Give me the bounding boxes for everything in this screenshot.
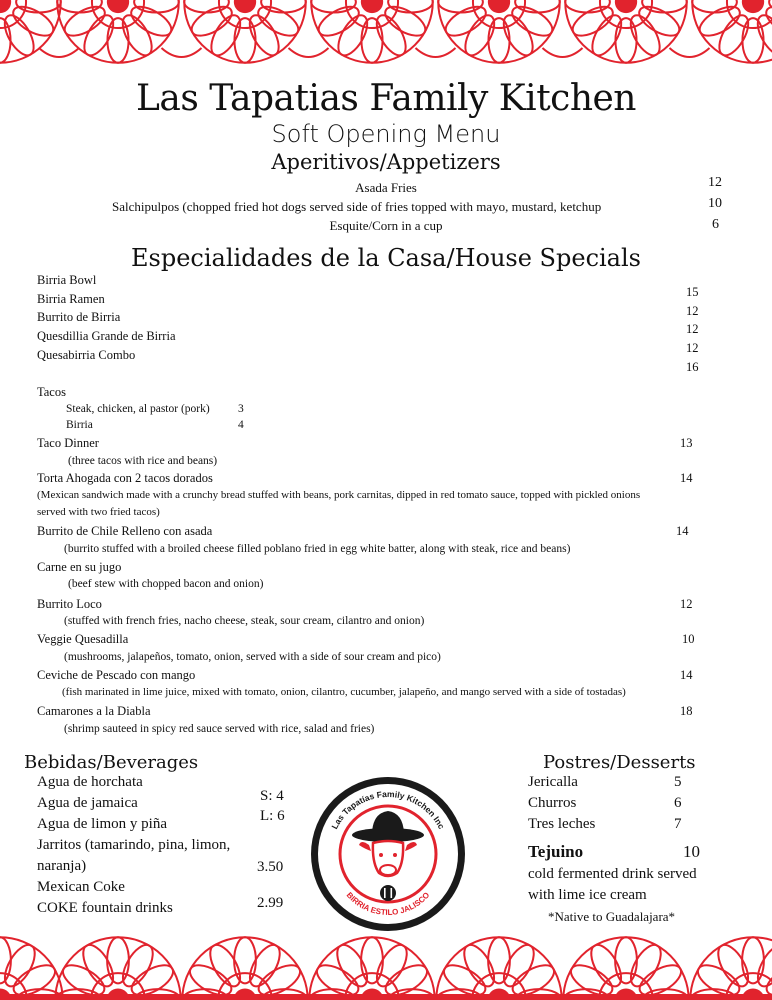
special-price: 18 bbox=[680, 704, 693, 718]
dessert-item: Jericalla bbox=[528, 774, 578, 790]
special-item: Birria Bowl bbox=[37, 273, 97, 287]
special-price: 16 bbox=[686, 360, 699, 374]
special-description: (mushrooms, jalapeños, tomato, onion, served with a side of sour cream and pico) bbox=[64, 651, 441, 663]
top-mandala-border bbox=[0, 0, 772, 68]
beverage-price: 3.50 bbox=[257, 859, 284, 875]
beverage-item: Mexican Coke bbox=[37, 879, 125, 895]
beverage-item: Agua de horchata bbox=[37, 774, 143, 790]
special-description: served with two fried tacos) bbox=[37, 506, 160, 518]
special-price: 15 bbox=[686, 285, 699, 299]
special-item: Carne en su jugo bbox=[37, 560, 122, 574]
logo-ring-text-top: Las Tapatías Family Kitchen Inc bbox=[329, 788, 447, 831]
tejuino-price: 10 bbox=[683, 842, 700, 861]
beverages-heading: Bebidas/Beverages bbox=[24, 752, 199, 773]
tacos-line: Steak, chicken, al pastor (pork) bbox=[66, 403, 210, 415]
mandala-ornament bbox=[690, 937, 772, 1000]
tejuino-description: cold fermented drink served bbox=[528, 866, 697, 882]
special-item: Quesabirria Combo bbox=[37, 348, 136, 362]
special-item: Ceviche de Pescado con mango bbox=[37, 668, 196, 682]
dessert-price: 7 bbox=[674, 816, 682, 832]
special-price: 13 bbox=[680, 436, 693, 450]
special-price: 12 bbox=[686, 322, 699, 336]
mandala-ornament bbox=[436, 937, 561, 1000]
dessert-item: Tres leches bbox=[528, 816, 596, 832]
tacos-price: 4 bbox=[238, 419, 244, 431]
tejuino-name: Tejuino bbox=[528, 842, 584, 861]
tejuino-note: *Native to Guadalajara* bbox=[548, 909, 676, 924]
special-item: Camarones a la Diabla bbox=[37, 704, 151, 718]
logo-ring-text-bottom: BIRRIA ESTILO JALISCO bbox=[344, 890, 432, 918]
special-price: 12 bbox=[680, 597, 693, 611]
specials-heading: Especialidades de la Casa/House Specials bbox=[131, 244, 641, 272]
mandala-ornament bbox=[311, 0, 433, 63]
tacos-price: 3 bbox=[238, 403, 244, 415]
mandala-ornament bbox=[0, 0, 61, 63]
special-description: (shrimp sauteed in spicy red sauce served with rice, salad and fries) bbox=[64, 723, 375, 735]
bottom-mandala-border bbox=[0, 928, 772, 1000]
mandala-ornament bbox=[184, 0, 306, 63]
appetizers-heading: Aperitivos/Appetizers bbox=[271, 150, 501, 174]
beverage-item: naranja) bbox=[37, 858, 87, 874]
mandala-ornament bbox=[692, 0, 772, 63]
special-item: Veggie Quesadilla bbox=[37, 632, 129, 646]
special-price: 14 bbox=[680, 471, 693, 485]
special-description: (fish marinated in lime juice, mixed with tomato, onion, cilantro, cucumber, jalapeño, and mango served with a side of tostadas) bbox=[62, 686, 626, 698]
appetizer-name: Esquite/Corn in a cup bbox=[329, 218, 443, 233]
special-item: Quesdillia Grande de Birria bbox=[37, 329, 176, 343]
tacos-label: Tacos bbox=[37, 385, 66, 399]
appetizer-price: 12 bbox=[708, 175, 722, 190]
special-description: (Mexican sandwich made with a crunchy bread stuffed with beans, pork carnitas, dipped in red tomato sauce, topped with pickled onions bbox=[37, 489, 641, 501]
special-item: Burrito de Birria bbox=[37, 310, 121, 324]
dessert-price: 5 bbox=[674, 774, 682, 790]
mandala-ornament bbox=[57, 0, 179, 63]
mandala-ornament bbox=[55, 937, 180, 1000]
special-description: (three tacos with rice and beans) bbox=[68, 455, 218, 467]
beverage-price: 2.99 bbox=[257, 895, 284, 911]
mandala-ornament bbox=[182, 937, 307, 1000]
special-description: (stuffed with french fries, nacho cheese, steak, sour cream, cilantro and onion) bbox=[64, 615, 425, 627]
special-item: Taco Dinner bbox=[37, 436, 99, 450]
dessert-item: Churros bbox=[528, 795, 577, 811]
special-description: (beef stew with chopped bacon and onion) bbox=[68, 578, 264, 590]
special-item: Torta Ahogada con 2 tacos dorados bbox=[37, 471, 213, 485]
appetizer-price: 10 bbox=[708, 196, 722, 211]
beverage-size-small: S: 4 bbox=[260, 788, 284, 804]
beverage-item: Jarritos (tamarindo, pina, limon, bbox=[37, 837, 231, 853]
page-title: Las Tapatias Family Kitchen bbox=[136, 78, 636, 119]
special-item: Birria Ramen bbox=[37, 292, 105, 306]
special-price: 14 bbox=[676, 524, 689, 538]
beverage-item: Agua de limon y piña bbox=[37, 816, 167, 832]
special-price: 10 bbox=[682, 632, 695, 646]
special-item: Burrito de Chile Relleno con asada bbox=[37, 524, 213, 538]
dessert-price: 6 bbox=[674, 795, 682, 811]
special-price: 12 bbox=[686, 304, 699, 318]
mandala-ornament bbox=[563, 937, 688, 1000]
special-item: Burrito Loco bbox=[37, 597, 102, 611]
beverage-item: COKE fountain drinks bbox=[37, 900, 173, 916]
beverage-item: Agua de jamaica bbox=[37, 795, 138, 811]
special-price: 14 bbox=[680, 668, 693, 682]
special-description: (burrito stuffed with a broiled cheese filled poblano fried in egg white batter, along with steak, rice and beans) bbox=[64, 543, 571, 555]
mandala-ornament bbox=[565, 0, 687, 63]
mandala-ornament bbox=[0, 937, 63, 1000]
mandala-ornament bbox=[309, 937, 434, 1000]
appetizer-price: 6 bbox=[712, 217, 719, 232]
tejuino-description: with lime ice cream bbox=[528, 887, 647, 903]
restaurant-logo bbox=[309, 775, 467, 933]
beverage-size-large: L: 6 bbox=[260, 808, 285, 824]
desserts-heading: Postres/Desserts bbox=[543, 752, 696, 773]
tacos-line: Birria bbox=[66, 419, 93, 431]
mandala-ornament bbox=[438, 0, 560, 63]
appetizer-name: Salchipulpos (chopped fried hot dogs served side of fries topped with mayo, mustard, ketchup bbox=[112, 199, 602, 214]
special-price: 12 bbox=[686, 341, 699, 355]
menu-subtitle: Soft Opening Menu bbox=[271, 120, 501, 148]
appetizer-name: Asada Fries bbox=[355, 180, 417, 195]
